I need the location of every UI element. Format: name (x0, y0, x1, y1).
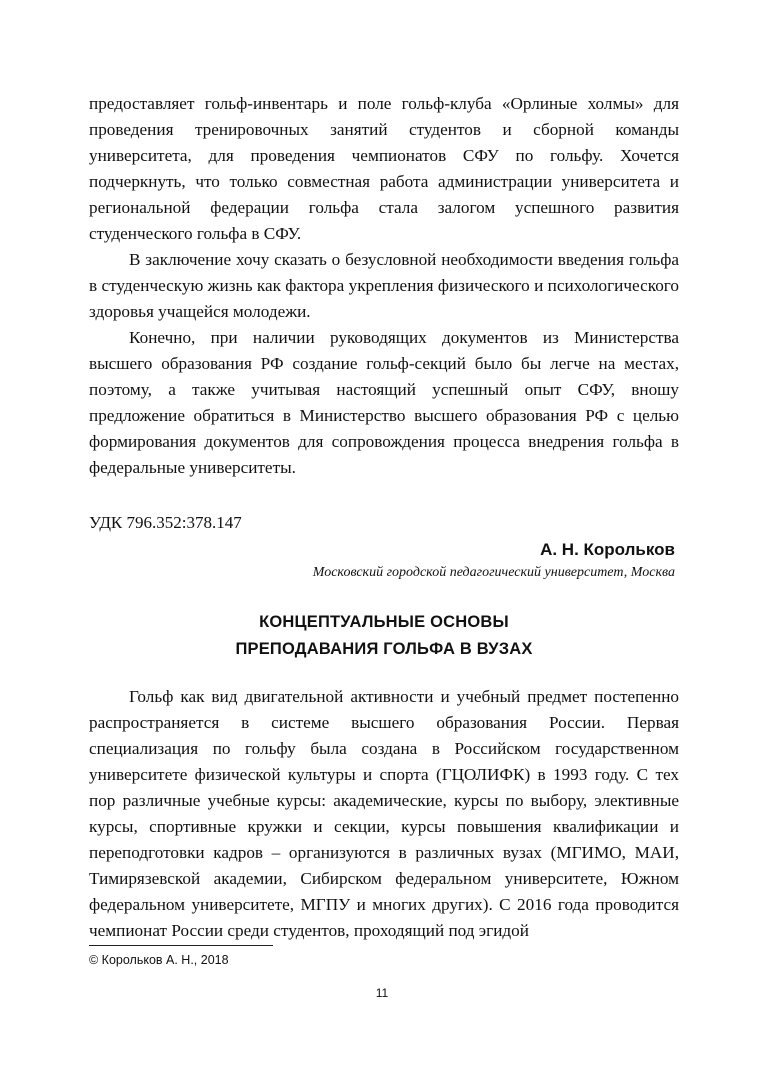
paragraph: предоставляет гольф-инвентарь и поле гольф-клуба «Орлиные холмы» для проведения тренировочных занятий студентов и сборной команды университета, для проведения чемпионатов СФУ по гольфу. Хочется подчеркнуть, что только совместная работа администрации университета и региональной федерации гольфа стала залогом успешного развития студенческого гольфа в СФУ. (89, 94, 679, 243)
author-affiliation: Московский городской педагогический университет, Москва (312, 565, 675, 580)
page-number: 11 (375, 986, 389, 1000)
paragraph: Гольф как вид двигательной активности и учебный предмет постепенно распространяется в системе высшего образования России. Первая специализация по гольфу была создана в Российском государственном университете физической культуры и спорта (ГЦОЛИФК) в 1993 году. С тех пор различные учебные курсы: академические, курсы по выбору, элективные курсы, спортивные кружки и секции, курсы повышения квалификации и переподготовки кадров – организуются в различных вузах (МГИМО, МАИ, Тимирязевской академии, Сибирском федеральном университете, Южном федеральном университете, МГПУ и многих других). С 2016 года проводится чемпионат России среди студентов, проходящий под эгидой (89, 687, 679, 940)
author-name: А. Н. Корольков (540, 540, 675, 559)
article-title-line-1: КОНЦЕПТУАЛЬНЫЕ ОСНОВЫ (259, 613, 509, 631)
previous-article-text (89, 91, 679, 481)
article-title-line-2: ПРЕПОДАВАНИЯ ГОЛЬФА В ВУЗАХ (235, 640, 533, 658)
copyright-footnote: © Корольков А. Н., 2018 (89, 953, 229, 967)
udk-code: УДК 796.352:378.147 (89, 513, 242, 532)
paragraph: Конечно, при наличии руководящих документов из Министерства высшего образования РФ создание гольф-секций было бы легче на местах, поэтому, а также учитывая настоящий успешный опыт СФУ, вношу предложение обратиться в Министерство высшего образования РФ с целью формирования документов для сопровождения процесса внедрения гольфа в федеральные университеты. (89, 328, 679, 477)
paragraph: В заключение хочу сказать о безусловной необходимости введения гольфа в студенческую жизнь как фактора укрепления физического и психологического здоровья учащейся молодежи. (89, 250, 679, 321)
footnote-divider (89, 945, 273, 946)
article-body (89, 684, 679, 944)
